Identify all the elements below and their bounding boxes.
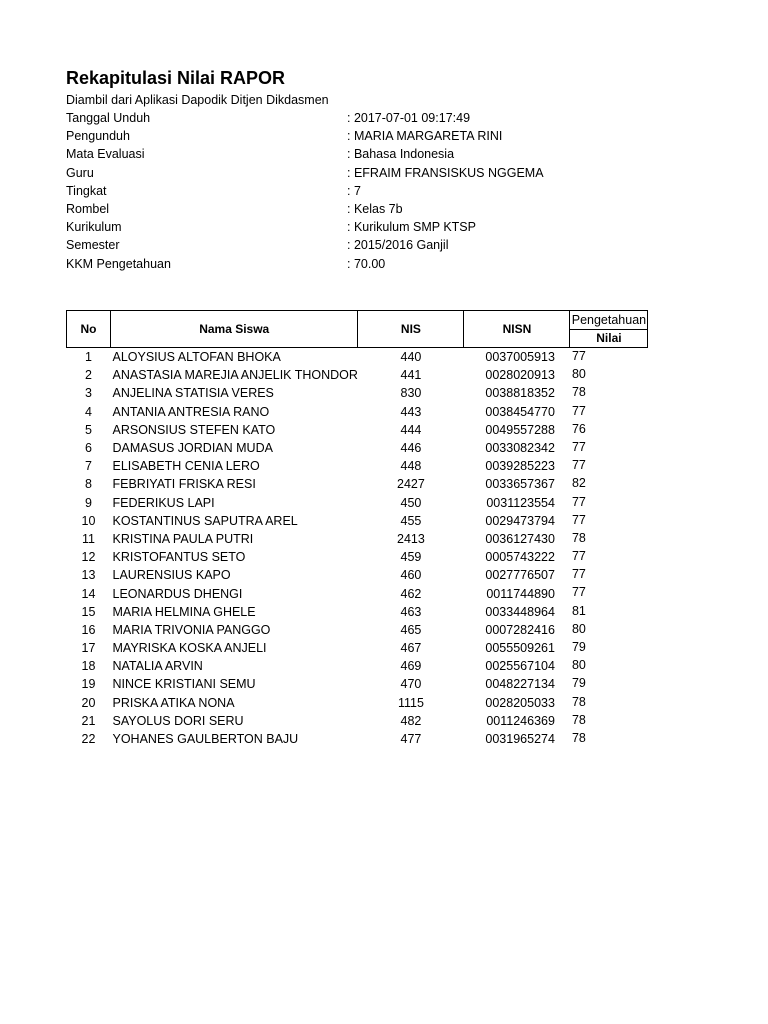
cell-no: 9 bbox=[85, 495, 92, 510]
cell-nisn: 0031123554 bbox=[486, 495, 555, 510]
metadata-row bbox=[66, 128, 626, 146]
cell-nisn: 0028205033 bbox=[485, 695, 555, 710]
header-nisn: NISN bbox=[464, 311, 570, 348]
cell-nisn: 0049557288 bbox=[485, 422, 555, 437]
cell-nis: 448 bbox=[400, 459, 422, 474]
cell-nisn: 0011246369 bbox=[486, 713, 555, 728]
cell-no: 6 bbox=[85, 441, 92, 456]
cell-nisn: 0027776507 bbox=[485, 568, 555, 583]
header-no: No bbox=[67, 311, 111, 348]
cell-no: 3 bbox=[85, 386, 92, 401]
metadata-row bbox=[66, 183, 626, 201]
cell-nis: 477 bbox=[400, 732, 422, 747]
table-row bbox=[67, 530, 648, 548]
cell-nis: 469 bbox=[400, 659, 422, 674]
cell-nis: 482 bbox=[400, 713, 422, 728]
cell-score: 80 bbox=[571, 367, 586, 382]
cell-no: 13 bbox=[81, 568, 96, 583]
table-row bbox=[67, 366, 648, 384]
cell-student-name: MARIA TRIVONIA PANGGO bbox=[112, 622, 271, 637]
cell-score: 82 bbox=[571, 476, 586, 491]
cell-nisn: 0048227134 bbox=[485, 677, 555, 692]
cell-score: 78 bbox=[571, 385, 586, 400]
metadata-label: Rombel bbox=[66, 201, 110, 216]
cell-nis: 446 bbox=[400, 441, 422, 456]
metadata-value: : 2017-07-01 09:17:49 bbox=[347, 111, 471, 125]
metadata-label: KKM Pengetahuan bbox=[66, 256, 171, 271]
cell-student-name: PRISKA ATIKA NONA bbox=[112, 695, 235, 710]
report-title: Rekapitulasi Nilai RAPOR bbox=[66, 68, 286, 88]
cell-student-name: SAYOLUS DORI SERU bbox=[112, 713, 244, 728]
metadata-value: : 7 bbox=[347, 183, 361, 198]
cell-score: 77 bbox=[571, 403, 586, 418]
cell-no: 22 bbox=[81, 732, 96, 747]
cell-score: 77 bbox=[571, 549, 586, 564]
table-row bbox=[67, 712, 648, 730]
cell-nisn: 0055509261 bbox=[485, 641, 555, 656]
metadata-label: Pengunduh bbox=[66, 129, 130, 144]
table-row bbox=[67, 457, 648, 475]
table-row bbox=[67, 348, 648, 367]
cell-no: 2 bbox=[85, 368, 92, 383]
table-row bbox=[67, 512, 648, 530]
cell-nisn: 0033448964 bbox=[485, 604, 555, 619]
cell-nisn: 0031965274 bbox=[485, 732, 555, 747]
cell-nisn: 0011744890 bbox=[486, 586, 555, 601]
metadata-row bbox=[66, 110, 626, 128]
cell-no: 4 bbox=[85, 404, 92, 419]
cell-nisn: 0025567104 bbox=[485, 659, 555, 674]
metadata-label: Mata Evaluasi bbox=[66, 147, 145, 162]
header-student-name: Nama Siswa bbox=[111, 311, 358, 348]
cell-no: 10 bbox=[81, 513, 96, 528]
cell-score: 77 bbox=[571, 349, 586, 363]
cell-no: 16 bbox=[81, 622, 96, 637]
table-row bbox=[67, 475, 648, 493]
cell-student-name: KOSTANTINUS SAPUTRA AREL bbox=[112, 513, 298, 528]
cell-nis: 465 bbox=[400, 622, 422, 637]
metadata-row bbox=[66, 237, 626, 255]
cell-nisn: 0037005913 bbox=[485, 350, 555, 365]
cell-student-name: ARSONSIUS STEFEN KATO bbox=[112, 422, 276, 437]
cell-score: 81 bbox=[571, 603, 586, 618]
cell-nis: 455 bbox=[400, 513, 422, 528]
metadata-value: : EFRAIM FRANSISKUS NGGEMA bbox=[347, 165, 544, 180]
metadata-row bbox=[66, 201, 626, 219]
cell-student-name: KRISTINA PAULA PUTRI bbox=[112, 531, 254, 546]
cell-no: 21 bbox=[81, 713, 96, 728]
metadata-row bbox=[66, 165, 626, 183]
grades-table-body bbox=[67, 348, 648, 749]
cell-nisn: 0038818352 bbox=[485, 386, 555, 401]
cell-student-name: ALOYSIUS ALTOFAN BHOKA bbox=[112, 350, 281, 365]
table-row bbox=[67, 675, 648, 693]
cell-nis: 470 bbox=[400, 677, 422, 692]
metadata-label: Semester bbox=[66, 238, 120, 253]
cell-no: 14 bbox=[81, 586, 96, 601]
table-row bbox=[67, 403, 648, 421]
cell-score: 80 bbox=[571, 658, 586, 673]
header-nis: NIS bbox=[358, 311, 464, 348]
cell-student-name: ANJELINA STATISIA VERES bbox=[112, 386, 274, 401]
cell-score: 80 bbox=[571, 621, 586, 636]
report-subtitle: Diambil dari Aplikasi Dapodik Ditjen Dikdasmen bbox=[66, 93, 329, 107]
header-score: Nilai bbox=[570, 329, 648, 348]
metadata-row bbox=[66, 146, 626, 164]
metadata-row bbox=[66, 219, 626, 237]
metadata-value: : 2015/2016 Ganjil bbox=[347, 238, 449, 253]
table-row bbox=[67, 421, 648, 439]
cell-nisn: 0029473794 bbox=[485, 513, 555, 528]
cell-nis: 459 bbox=[400, 550, 422, 565]
cell-nisn: 0038454770 bbox=[485, 404, 555, 419]
cell-no: 1 bbox=[85, 350, 92, 365]
cell-nisn: 0007282416 bbox=[485, 622, 555, 637]
cell-nisn: 0028020913 bbox=[485, 368, 555, 383]
cell-no: 5 bbox=[85, 422, 92, 437]
cell-nis: 460 bbox=[400, 568, 422, 583]
cell-nisn: 0039285223 bbox=[485, 459, 555, 474]
table-row bbox=[67, 566, 648, 584]
cell-nis: 443 bbox=[400, 404, 422, 419]
table-row bbox=[67, 439, 648, 457]
cell-nis: 450 bbox=[400, 495, 422, 510]
metadata-label: Kurikulum bbox=[66, 220, 122, 235]
metadata-label: Guru bbox=[66, 165, 94, 180]
cell-no: 15 bbox=[81, 604, 96, 619]
cell-no: 7 bbox=[85, 459, 92, 474]
cell-nis: 444 bbox=[400, 422, 422, 437]
cell-score: 77 bbox=[571, 494, 586, 509]
cell-student-name: MARIA HELMINA GHELE bbox=[112, 604, 256, 619]
cell-student-name: ANTANIA ANTRESIA RANO bbox=[112, 404, 270, 419]
metadata-label: Tanggal Unduh bbox=[66, 111, 151, 125]
table-row bbox=[67, 730, 648, 748]
table-row bbox=[67, 621, 648, 639]
cell-score: 77 bbox=[571, 439, 586, 454]
metadata-value: : 70.00 bbox=[347, 256, 386, 271]
cell-student-name: NATALIA ARVIN bbox=[112, 659, 203, 674]
cell-score: 78 bbox=[571, 530, 586, 545]
cell-no: 17 bbox=[81, 641, 96, 656]
cell-nis: 1115 bbox=[397, 695, 424, 710]
grades-table bbox=[66, 310, 648, 748]
cell-student-name: LAURENSIUS KAPO bbox=[112, 568, 231, 583]
cell-no: 18 bbox=[81, 659, 96, 674]
cell-nisn: 0005743222 bbox=[485, 550, 555, 565]
report-metadata bbox=[66, 110, 626, 274]
cell-score: 76 bbox=[571, 421, 586, 436]
table-row bbox=[67, 548, 648, 566]
header-knowledge-group: Pengetahuan bbox=[570, 311, 648, 330]
cell-no: 8 bbox=[85, 477, 92, 492]
table-row bbox=[67, 639, 648, 657]
cell-student-name: KRISTOFANTUS SETO bbox=[112, 550, 246, 565]
cell-score: 79 bbox=[571, 676, 586, 691]
cell-score: 79 bbox=[571, 640, 586, 654]
cell-nis: 2413 bbox=[397, 531, 425, 546]
cell-nisn: 0033657367 bbox=[485, 477, 555, 492]
cell-no: 19 bbox=[81, 677, 96, 692]
table-row bbox=[67, 584, 648, 602]
metadata-value: : Kurikulum SMP KTSP bbox=[347, 220, 476, 235]
cell-nisn: 0036127430 bbox=[485, 531, 555, 546]
cell-nis: 2427 bbox=[397, 477, 425, 492]
cell-student-name: NINCE KRISTIANI SEMU bbox=[112, 677, 256, 692]
table-row bbox=[67, 603, 648, 621]
cell-nis: 441 bbox=[400, 368, 422, 383]
cell-score: 78 bbox=[571, 730, 586, 745]
cell-student-name: MAYRISKA KOSKA ANJELI bbox=[112, 641, 267, 656]
cell-student-name: LEONARDUS DHENGI bbox=[112, 586, 243, 601]
metadata-value: : Bahasa Indonesia bbox=[347, 147, 455, 162]
cell-no: 12 bbox=[81, 550, 96, 565]
cell-nis: 463 bbox=[400, 604, 422, 619]
cell-no: 20 bbox=[81, 695, 96, 710]
cell-score: 78 bbox=[571, 712, 586, 727]
cell-score: 77 bbox=[571, 567, 586, 582]
grades-table-header bbox=[67, 311, 648, 348]
cell-student-name: YOHANES GAULBERTON BAJU bbox=[112, 732, 299, 747]
cell-score: 77 bbox=[571, 585, 586, 600]
table-row bbox=[67, 657, 648, 675]
metadata-value: : Kelas 7b bbox=[347, 201, 403, 216]
cell-nis: 830 bbox=[400, 386, 422, 401]
cell-student-name: ELISABETH CENIA LERO bbox=[112, 459, 260, 474]
cell-student-name: DAMASUS JORDIAN MUDA bbox=[112, 441, 273, 456]
table-row bbox=[67, 384, 648, 402]
metadata-row bbox=[66, 256, 626, 274]
cell-nis: 467 bbox=[400, 641, 422, 656]
cell-score: 77 bbox=[571, 458, 586, 473]
cell-student-name: FEBRIYATI FRISKA RESI bbox=[112, 477, 256, 492]
metadata-label: Tingkat bbox=[66, 183, 107, 198]
cell-score: 78 bbox=[571, 694, 586, 709]
metadata-value: : MARIA MARGARETA RINI bbox=[347, 129, 503, 144]
table-row bbox=[67, 494, 648, 512]
cell-no: 11 bbox=[82, 531, 95, 546]
cell-nis: 462 bbox=[400, 586, 422, 601]
cell-score: 77 bbox=[571, 512, 586, 527]
cell-nis: 440 bbox=[400, 350, 422, 365]
cell-student-name: ANASTASIA MAREJIA ANJELIK THONDOR bbox=[112, 368, 358, 383]
table-row bbox=[67, 694, 648, 712]
cell-nisn: 0033082342 bbox=[485, 441, 555, 456]
cell-student-name: FEDERIKUS LAPI bbox=[112, 495, 215, 510]
